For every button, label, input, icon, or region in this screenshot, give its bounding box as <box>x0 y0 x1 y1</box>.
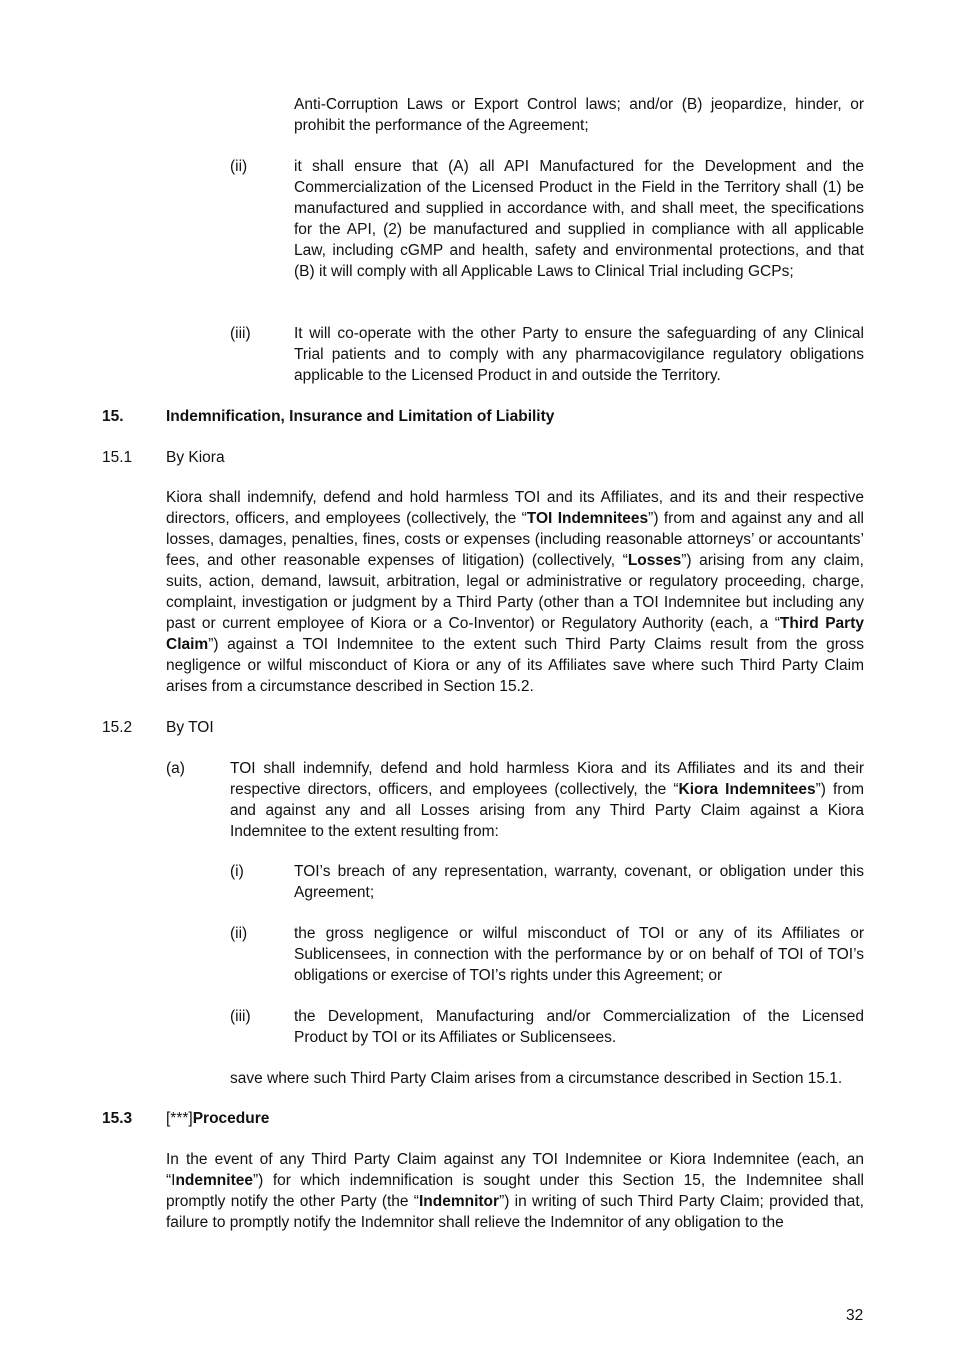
section-15-1-number: 15.1 <box>102 449 133 466</box>
item-a-text: TOI shall indemnify, defend and hold harmless Kiora and its Affiliates and its and their respective directors, officers, and employees (collectively, the “Kiora Indemnitees”) from and against any and all Losses arising from any Third Party Claim against a Kiora Indemnitee to the extent resulting from: <box>230 760 864 840</box>
sub-item-iii-text: the Development, Manufacturing and/or Commercialization of the Licensed Product by TOI or its Affiliates or Sublicensees. <box>294 1008 864 1046</box>
sub-item-i-text: TOI’s breach of any representation, warranty, covenant, or obligation under this Agreement; <box>294 863 864 901</box>
section-15-title: Indemnification, Insurance and Limitation of Liability <box>166 408 555 425</box>
item-ii-label: (ii) <box>230 158 248 175</box>
term-third-party-claim: Third Party Claim <box>166 615 864 653</box>
term-indemnitee: ndemnitee <box>175 1172 253 1189</box>
section-15-number: 15. <box>102 408 124 425</box>
section-15-2-number: 15.2 <box>102 719 133 736</box>
sub-item-ii-text: the gross negligence or wilful misconduct of TOI or any of its Affiliates or Sublicensees, in connection with the performance by or on behalf of TOI of TOI’s obligations or exercise of TOI’s rights under this Agreement; or <box>294 925 864 984</box>
term-indemnitor: Indemnitor <box>418 1193 500 1210</box>
section-15-3-title: [***]Procedure <box>166 1110 270 1127</box>
section-15-3-paragraph: In the event of any Third Party Claim against any TOI Indemnitee or Kiora Indemnitee (each, an “Indemnitee”) for which indemnification is sought under this Section 15, the Indemnitee shall promptly notify the other Party (the “Indemnitor”) in writing of such Third Party Claim; provided that, failure to promptly notify the Indemnitor shall relieve the Indemnitor of any obligation to the <box>166 1151 864 1231</box>
page-number: 32 <box>846 1307 864 1324</box>
continuation-paragraph: Anti-Corruption Laws or Export Control laws; and/or (B) jeopardize, hinder, or prohibit the performance of the Agreement; <box>294 96 864 134</box>
term-toi-indemnitees: TOI Indemnitees <box>526 510 649 527</box>
section-15-1-paragraph: Kiora shall indemnify, defend and hold harmless TOI and its Affiliates, and its and their respective directors, officers, and employees (collectively, the “TOI Indemnitees”) from and against any and all losses, damages, penalties, fines, costs or expenses (including reasonable attorneys’ or accountants’ fees, and other reasonable expenses of litigation) (collectively, “Losses”) arising from any claim, suits, action, demand, lawsuit, arbitration, legal or administrative or regulatory proceeding, charge, complaint, investigation or judgment by a Third Party (other than a TOI Indemnitee but including any past or current employee of Kiora or a Co-Inventor) or Regulatory Authority (each, a “Third Party Claim”) against a TOI Indemnitee to the extent such Third Party Claims result from the gross negligence or wilful misconduct of Kiora or any of its Affiliates save where such Third Party Claim arises from a circumstance described in Section 15.2. <box>166 489 864 695</box>
term-kiora-indemnitees: Kiora Indemnitees <box>678 781 816 798</box>
save-clause: save where such Third Party Claim arises from a circumstance described in Section 15.1. <box>230 1070 843 1087</box>
sub-item-ii-label: (ii) <box>230 925 248 942</box>
item-iii-text: It will co-operate with the other Party to ensure the safeguarding of any Clinical Trial patients and to comply with any pharmacovigilance regulatory obligations applicable to the Licensed Product in and outside the Territory. <box>294 325 864 384</box>
item-iii-label: (iii) <box>230 325 251 342</box>
item-a-label: (a) <box>166 760 185 777</box>
term-losses: Losses <box>627 552 682 569</box>
section-15-3-number: 15.3 <box>102 1110 133 1127</box>
sub-item-i-label: (i) <box>230 863 244 880</box>
section-15-1-title: By Kiora <box>166 449 225 466</box>
sub-item-iii-label: (iii) <box>230 1008 251 1025</box>
item-ii-text: it shall ensure that (A) all API Manufactured for the Development and the Commercialization of the Licensed Product in the Field in the Territory shall (1) be manufactured and supplied in accordance with, and shall meet, the specifications for the API, (2) be manufactured and supplied in compliance with all applicable Law, including cGMP and health, safety and environmental protections, and that (B) it will comply with all Applicable Laws to Clinical Trial including GCPs; <box>294 158 864 280</box>
section-15-2-title: By TOI <box>166 719 214 736</box>
